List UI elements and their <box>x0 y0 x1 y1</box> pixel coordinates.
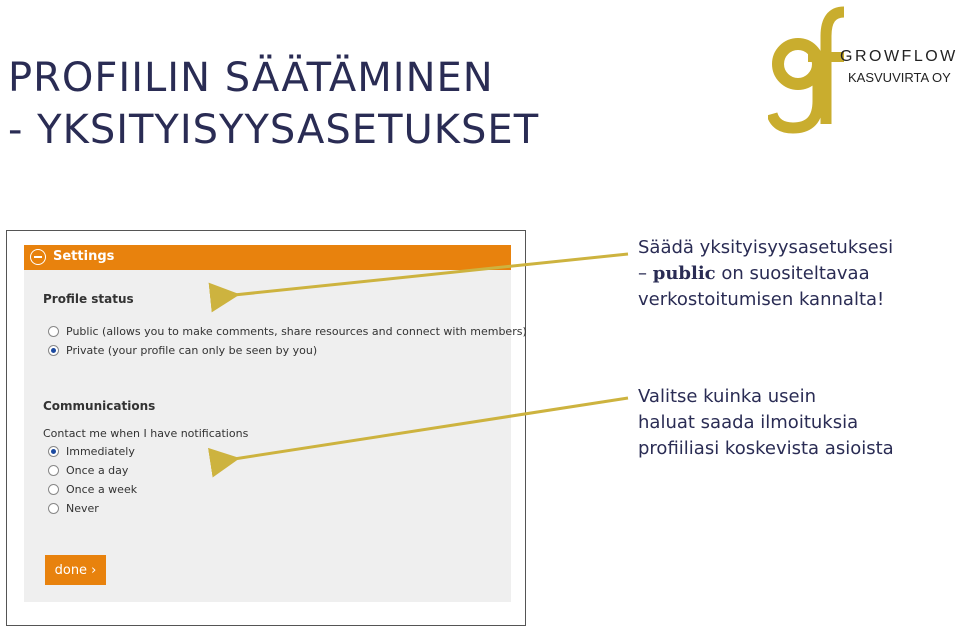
settings-title: Settings <box>53 249 115 264</box>
notifications-callout <box>638 384 894 462</box>
notifications-callout-line-1: Valitse kuinka usein <box>638 386 816 407</box>
dash-text: – <box>638 263 653 284</box>
privacy-callout-line-2 <box>638 261 893 287</box>
slide-title-line-1: PROFIILIN SÄÄTÄMINEN <box>8 55 494 101</box>
notifications-callout-line-2: haluat saada ilmoituksia <box>638 412 859 433</box>
logo-subtitle: KASVUVIRTA OY <box>848 70 951 85</box>
immediately-label: Immediately <box>66 445 135 458</box>
privacy-callout-line-2-rest: on suositeltavaa <box>715 263 870 284</box>
notifications-callout-arrow <box>234 398 628 459</box>
privacy-callout-line-1: Säädä yksityisyysasetuksesi <box>638 237 894 258</box>
private-option-label: Private (your profile can only be seen by you) <box>66 344 318 357</box>
slide-title-line-2: - YKSITYISYYSASETUKSET <box>8 107 540 153</box>
communications-heading: Communications <box>43 399 156 413</box>
contact-label: Contact me when I have notifications <box>43 427 249 440</box>
done-button[interactable]: done › <box>45 555 106 585</box>
privacy-callout-arrow <box>234 254 628 295</box>
never-label: Never <box>66 502 99 515</box>
privacy-callout <box>638 235 893 313</box>
privacy-callout-line-3: verkostoitumisen kannalta! <box>638 289 885 310</box>
once-a-week-label: Once a week <box>66 483 138 496</box>
public-option-label: Public (allows you to make comments, share resources and connect with members) <box>66 325 527 338</box>
notifications-callout-line-3: profiiliasi koskevista asioista <box>638 438 894 459</box>
once-a-day-label: Once a day <box>66 464 129 477</box>
profile-status-heading: Profile status <box>43 292 134 306</box>
logo-name: GROWFLOW <box>840 48 958 65</box>
public-emphasis: public <box>652 263 716 284</box>
